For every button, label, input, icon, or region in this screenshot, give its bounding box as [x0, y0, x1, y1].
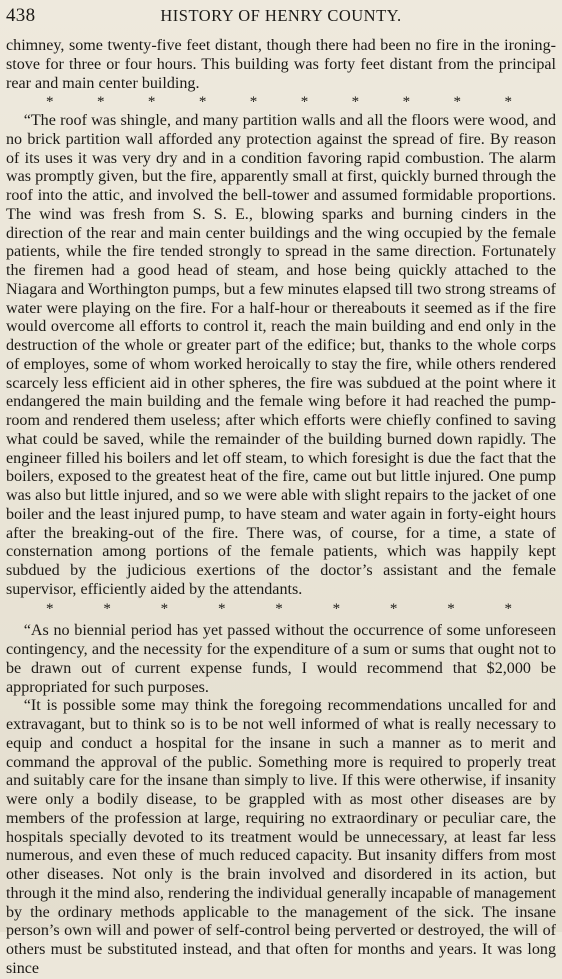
- asterisk: *: [351, 94, 360, 111]
- asterisk: *: [46, 94, 54, 111]
- asterisk-separator: [6, 600, 556, 619]
- asterisk: *: [453, 94, 461, 111]
- asterisk: *: [160, 600, 169, 617]
- asterisk: *: [249, 94, 258, 111]
- asterisk: *: [275, 600, 283, 617]
- page-number: 438: [6, 5, 36, 26]
- asterisk: *: [447, 600, 455, 617]
- asterisk: *: [217, 600, 226, 617]
- paragraph-chimney: chimney, some twenty-five feet distant, though there had been no fire in the ironing-stove for three or four hours. This building was forty feet distant from the principal rear and main center building.: [6, 37, 556, 92]
- body-text: [6, 37, 556, 979]
- asterisk: *: [300, 94, 309, 111]
- asterisk: *: [332, 600, 341, 617]
- asterisk: *: [103, 600, 111, 617]
- asterisk: *: [147, 94, 156, 111]
- paragraph-biennial-recommendation: “As no biennial period has yet passed without the occurrence of some unforeseen contingency, and the necessity for the expenditure of a sum or sums that ought not to be drawn out of current expense funds, I would recommend that $2,000 be appropriated for such purposes.: [6, 622, 556, 696]
- asterisk: *: [46, 600, 54, 617]
- asterisk: *: [389, 600, 398, 617]
- paragraph-insanity-care: “It is possible some may think the foregoing recommendations uncalled for and extravagant, but to think so is to be not well informed of what is really necessary to equip and conduct a hospital for the insane in such a manner as to merit and command the approval of the public. Something more is required to properly treat and suitably care for the insane than simply to live. If this were otherwise, if insanity were only a bodily disease, to be grappled with as most other diseases are by members of the profession at large, requiring no extraordinary or peculiar care, the hospitals specially devoted to its treatment would be unnecessary, at least far less numerous, and even these of much reduced capacity. But insanity differs from most other diseases. Not only is the brain involved and disordered in its action, but through it the mind also, rendering the individual generally incapable of management by the ordinary methods applicable to the management of the sick. The insane person’s own will and power of self-control being perverted or destroyed, the will of others must be substituted instead, and that often for months and years. It was long since: [6, 697, 556, 977]
- asterisk: *: [504, 94, 512, 111]
- paragraph-fire-account: “The roof was shingle, and many partition walls and all the floors were wood, and no brick partition wall afforded any protection against the spread of fire. By reason of its uses it was very dry and in a condition favoring rapid combustion. The alarm was promptly given, but the fire, apparently small at first, quickly burned through the roof into the attic, and involved the bell-tower and assumed formidable proportions. The wind was fresh from S. S. E., blowing sparks and burning cinders in the direction of the rear and main center buildings and the wing occupied by the female patients, while the fire tended strongly to spread in the same direction. Fortunately the firemen had a good head of steam, and hose being quickly attached to the Niagara and Worthington pumps, but a few minutes elapsed till two strong streams of water were playing on the fire. For a half-hour or thereabouts it seemed as if the fire would overcome all efforts to control it, reach the main building and end only in the destruction of the whole or greater part of the edifice; but, thanks to the whole corps of employes, some of whom worked heroically to stay the fire, while others rendered scarcely less efficient aid in other spheres, the fire was subdued at the point where it endangered the main building and the female wing before it had reached the pump-room and rendered them useless; after which efforts were chiefly confined to saving what could be saved, while the remainder of the building burned down rapidly. The engineer filled his boilers and let off steam, to which foresight is due the fact that the boilers, exposed to the greatest heat of the fire, came out but little injured. One pump was also but little injured, and so we were able with slight repairs to the jacket of one boiler and the least injured pump, to have steam and water again in forty-eight hours after the breaking-out of the fire. There was, of course, for a time, a state of consternation among portions of the female patients, which was happily kept subdued by the judicious exertions of the doctor’s assistant and the female supervisor, efficiently aided by the attendants.: [6, 112, 556, 598]
- running-head-title: HISTORY OF HENRY COUNTY.: [160, 6, 402, 25]
- asterisk: *: [96, 94, 105, 111]
- asterisk: *: [198, 94, 207, 111]
- asterisk: *: [504, 600, 512, 617]
- asterisk: *: [402, 94, 411, 111]
- running-head: [6, 5, 556, 37]
- asterisk-separator: [6, 93, 556, 112]
